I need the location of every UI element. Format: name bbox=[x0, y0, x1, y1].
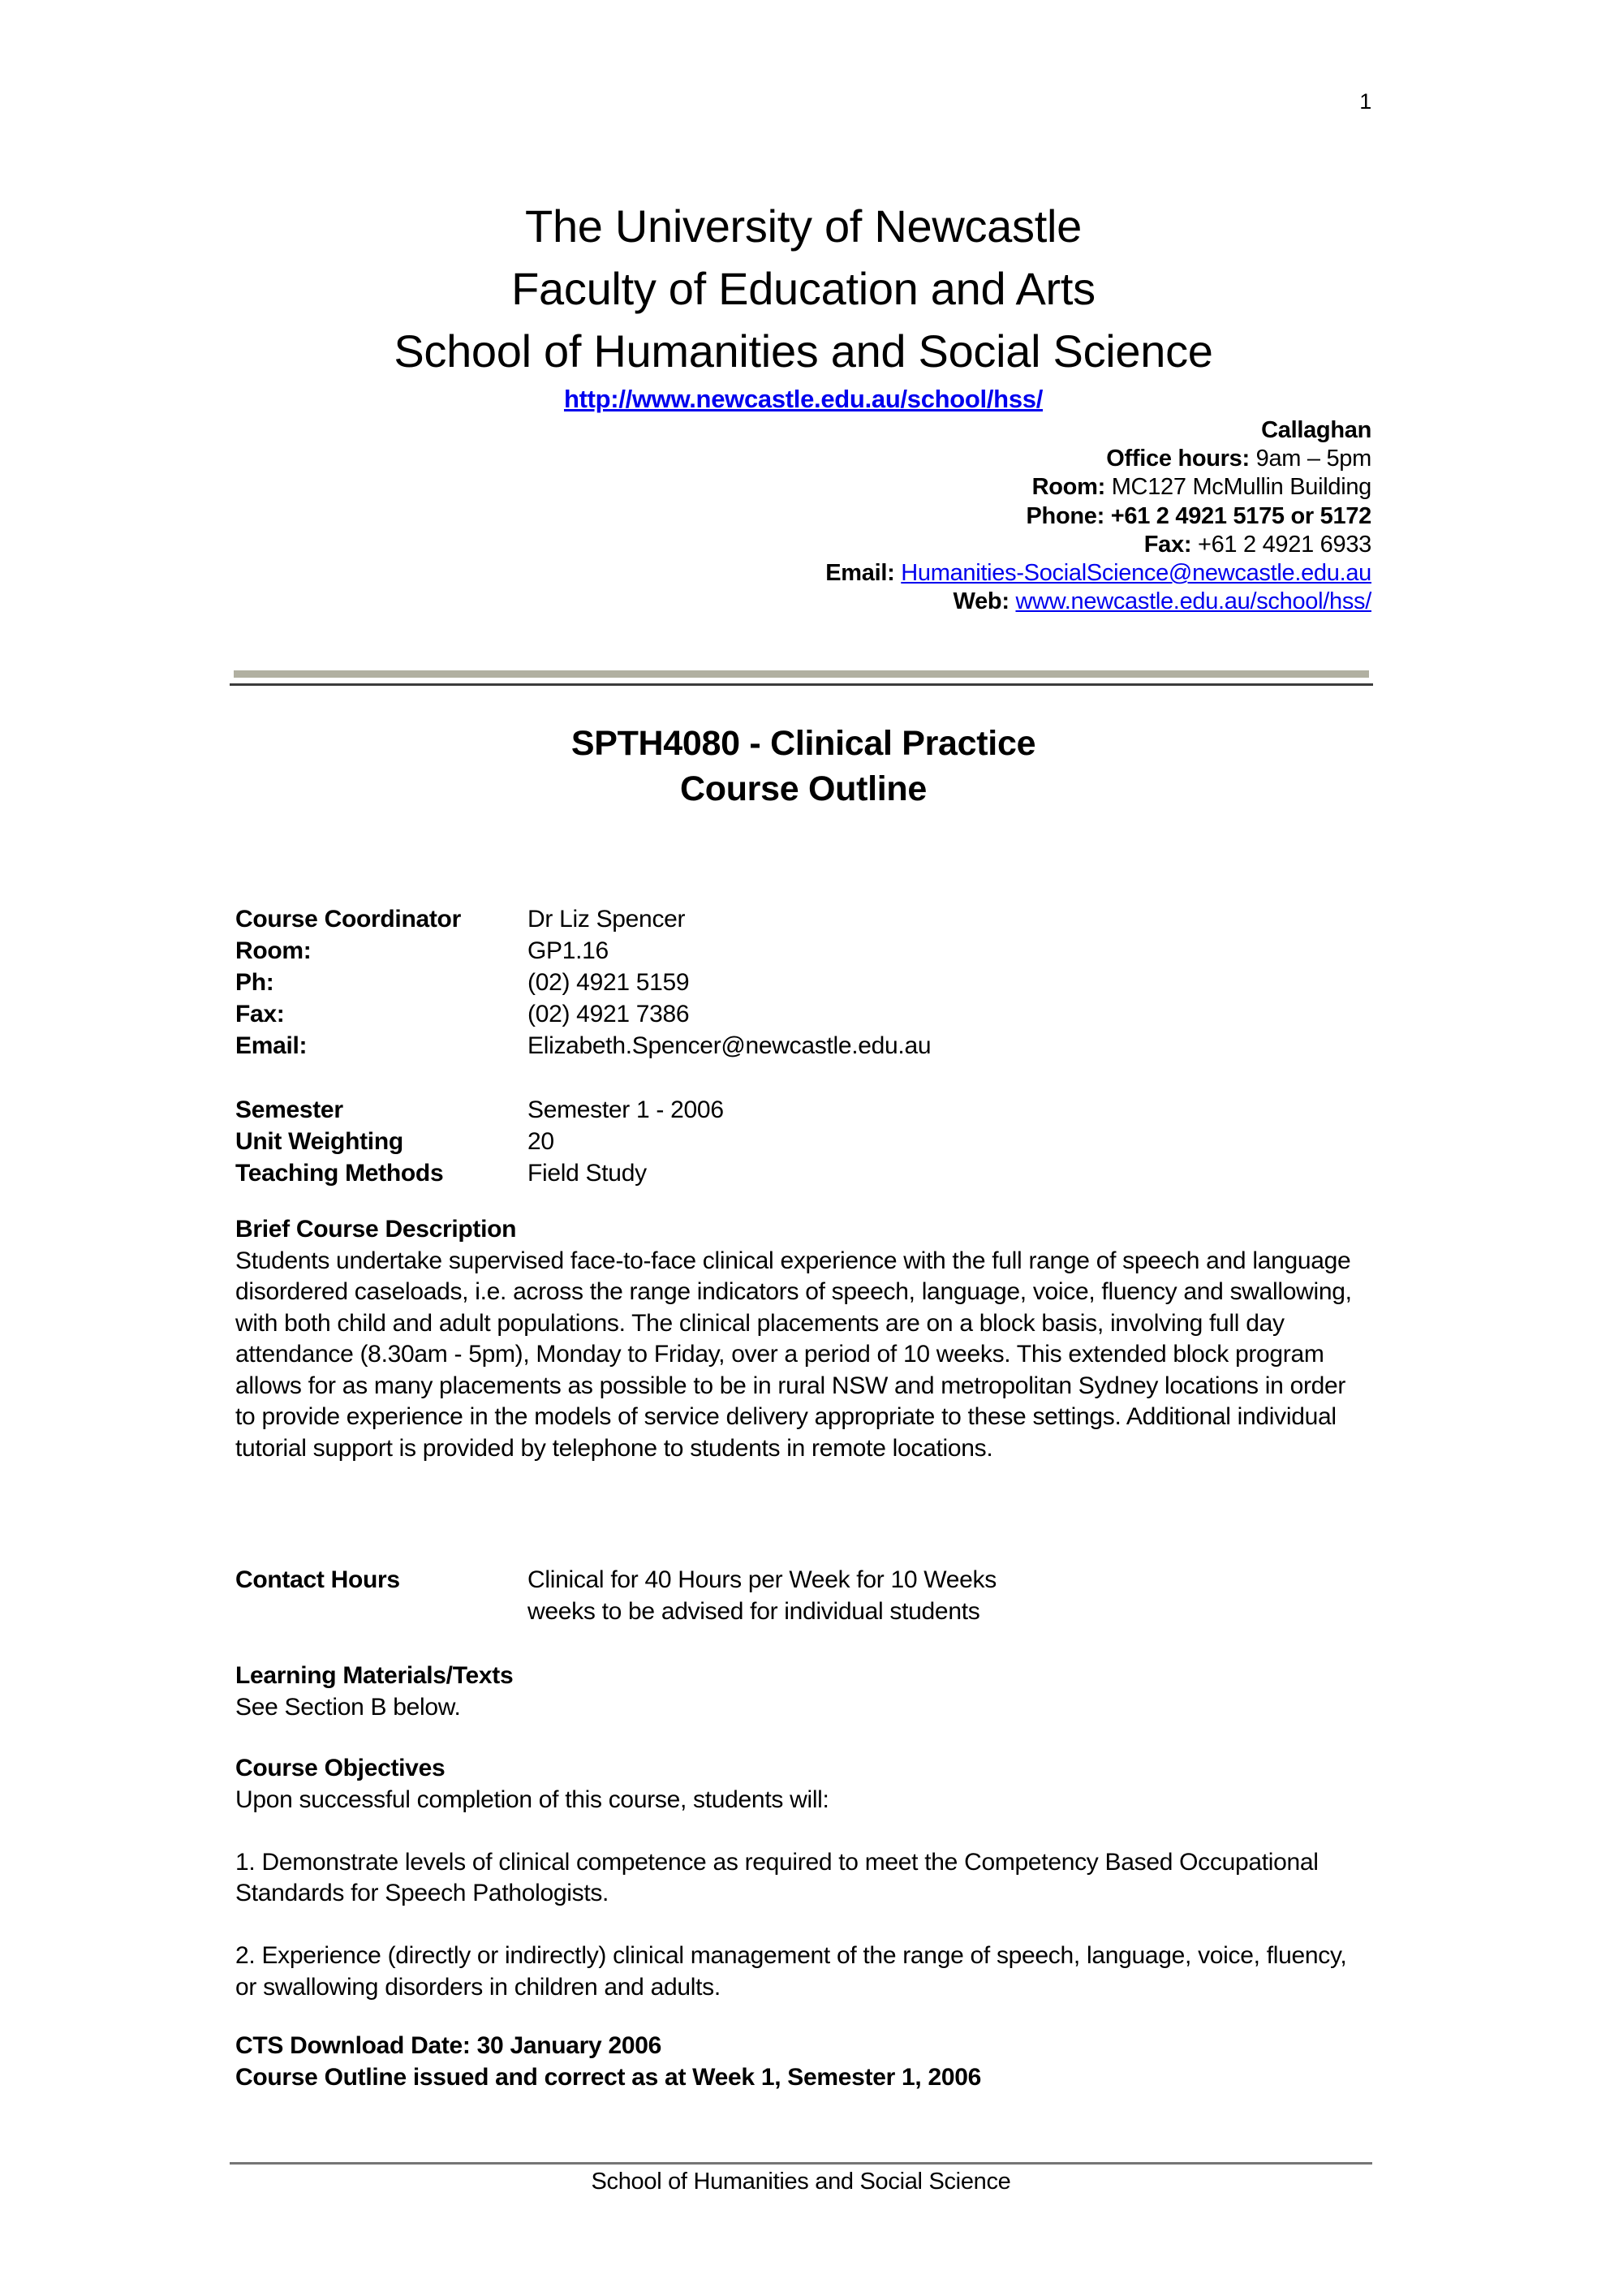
room-label: Room: bbox=[1031, 474, 1105, 501]
learning-materials-heading: Learning Materials/Texts bbox=[235, 1662, 514, 1689]
divider-thin-rule bbox=[230, 683, 1373, 686]
course-subtitle: Course Outline bbox=[679, 769, 927, 808]
spacer bbox=[235, 1910, 1371, 1941]
teaching-methods-value: Field Study bbox=[527, 1160, 647, 1187]
course-title-block bbox=[235, 721, 1371, 812]
contact-hours-value bbox=[527, 1565, 1371, 1627]
school-contact-block bbox=[825, 416, 1371, 616]
office-hours-value: 9am – 5pm bbox=[1255, 446, 1371, 472]
school-web-link[interactable]: www.newcastle.edu.au/school/hss/ bbox=[1015, 588, 1371, 615]
university-name: The University of Newcastle bbox=[525, 200, 1082, 252]
room-line bbox=[825, 473, 1371, 502]
contact-hours-label: Contact Hours bbox=[235, 1566, 400, 1593]
coord-fax-label: Fax: bbox=[235, 1001, 285, 1027]
cts-download-date: CTS Download Date: 30 January 2006 bbox=[235, 2032, 661, 2059]
contact-hours-line2: weeks to be advised for individual students bbox=[527, 1597, 980, 1625]
outline-issued-note: Course Outline issued and correct as at Week 1, Semester 1, 2006 bbox=[235, 2063, 982, 2091]
course-objectives-heading: Course Objectives bbox=[235, 1755, 446, 1781]
teaching-methods-label: Teaching Methods bbox=[235, 1160, 444, 1187]
coord-fax-value: (02) 4921 7386 bbox=[527, 1001, 690, 1027]
school-email-link[interactable]: Humanities-SocialScience@newcastle.edu.au bbox=[901, 560, 1371, 587]
learning-materials-body: See Section B below. bbox=[235, 1693, 461, 1721]
web-label: Web: bbox=[953, 588, 1010, 615]
unit-weighting-label: Unit Weighting bbox=[235, 1128, 403, 1155]
course-details-table bbox=[235, 1094, 1371, 1189]
school-url-line bbox=[235, 385, 1371, 414]
faculty-name: Faculty of Education and Arts bbox=[511, 263, 1096, 314]
email-label: Email: bbox=[825, 560, 895, 587]
course-objective-item-2: 2. Experience (directly or indirectly) clinical management of the range of speech, language, voice, fluency, or swallowing disorders in children and adults. bbox=[235, 1942, 1347, 2001]
learning-materials-section bbox=[235, 1661, 1371, 1723]
coord-phone-label: Ph: bbox=[235, 969, 274, 996]
footer-school-name: School of Humanities and Social Science bbox=[591, 2169, 1011, 2195]
fax-value: +61 2 4921 6933 bbox=[1197, 531, 1371, 558]
divider-thick-rule bbox=[234, 670, 1369, 678]
contact-hours-line1: Clinical for 40 Hours per Week for 10 Weeks bbox=[527, 1566, 997, 1593]
footer-rule bbox=[230, 2162, 1372, 2165]
coord-email-value: Elizabeth.Spencer@newcastle.edu.au bbox=[527, 1032, 932, 1059]
brief-description-body: Students undertake supervised face-to-face clinical experience with the full range of speech and language disordered caseloads, i.e. across the range indicators of speech, language, voice, fluency and swallowing, with both child and adult populations. The clinical placements are on a block basis, involving full day attendance (8.30am - 5pm), Monday to Friday, over a period of 10 weeks. This extended block program allows for as many placements as possible to be in rural NSW and metropolitan Sydney locations in order to provide experience in the models of service delivery appropriate to these settings. Additional individual tutorial support is provided by telephone to students in remote locations. bbox=[235, 1247, 1352, 1462]
brief-description-heading: Brief Course Description bbox=[235, 1216, 517, 1243]
school-name: School of Humanities and Social Science bbox=[394, 325, 1213, 377]
coordinator-value: Dr Liz Spencer bbox=[527, 906, 686, 933]
web-line bbox=[825, 588, 1371, 616]
phone-line: Phone: +61 2 4921 5175 or 5172 bbox=[1026, 502, 1371, 529]
coord-room-label: Room: bbox=[235, 937, 312, 964]
coord-room-value: GP1.16 bbox=[527, 937, 609, 964]
coordinator-label: Course Coordinator bbox=[235, 906, 461, 933]
unit-weighting-value: 20 bbox=[527, 1128, 554, 1155]
fax-label: Fax: bbox=[1143, 531, 1192, 558]
school-url-link[interactable]: http://www.newcastle.edu.au/school/hss/ bbox=[563, 385, 1044, 413]
contact-hours-block bbox=[235, 1565, 1371, 1627]
office-hours-line bbox=[825, 445, 1371, 473]
page-number: 1 bbox=[1359, 89, 1371, 114]
course-objectives-section bbox=[235, 1753, 1371, 2003]
coordinator-table bbox=[235, 903, 1371, 1062]
fax-line bbox=[825, 531, 1371, 559]
brief-description-section bbox=[235, 1214, 1371, 1464]
spacer bbox=[235, 1816, 1371, 1847]
room-value: MC127 McMullin Building bbox=[1111, 474, 1371, 501]
cts-block bbox=[235, 2031, 1371, 2093]
course-objectives-intro: Upon successful completion of this course, students will: bbox=[235, 1786, 829, 1813]
campus-name: Callaghan bbox=[1261, 417, 1371, 443]
coord-email-label: Email: bbox=[235, 1032, 308, 1059]
course-code-title: SPTH4080 - Clinical Practice bbox=[570, 724, 1036, 763]
university-header bbox=[235, 195, 1371, 382]
office-hours-label: Office hours: bbox=[1106, 446, 1250, 472]
semester-label: Semester bbox=[235, 1096, 343, 1123]
course-objective-item-1: 1. Demonstrate levels of clinical competence as required to meet the Competency Based Occupational Standards for Speech Pathologists. bbox=[235, 1848, 1319, 1906]
semester-value: Semester 1 - 2006 bbox=[527, 1096, 724, 1123]
coord-phone-value: (02) 4921 5159 bbox=[527, 969, 690, 996]
email-line bbox=[825, 559, 1371, 588]
